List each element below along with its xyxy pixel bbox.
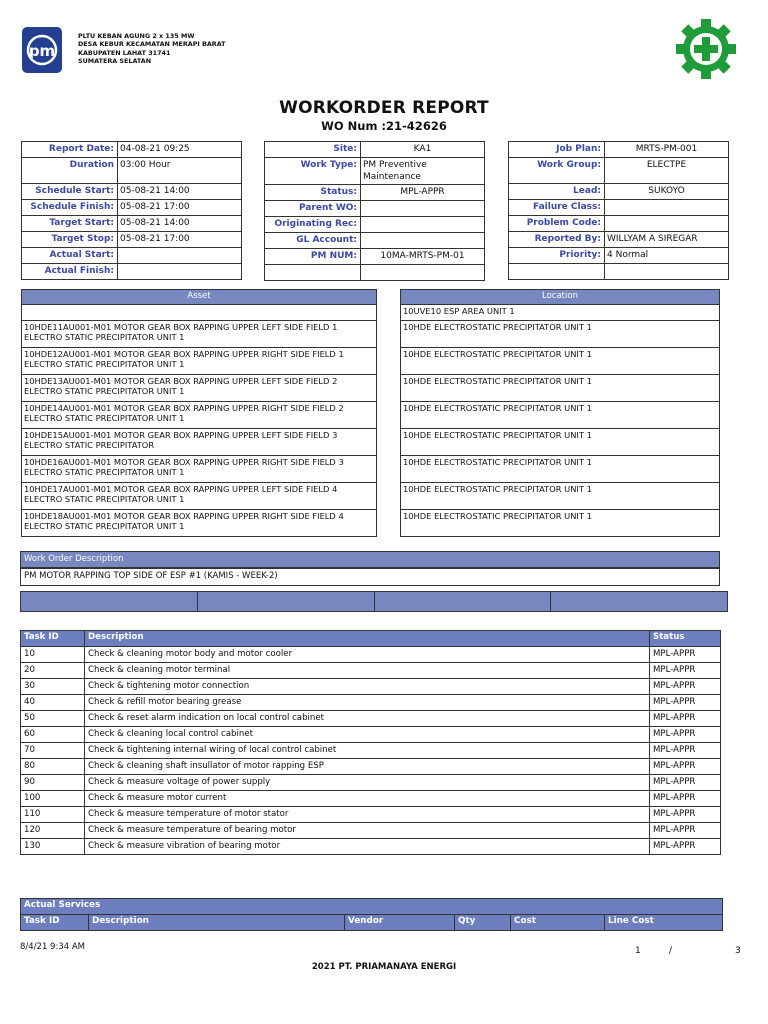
value-target-stop: 05-08-21 17:00	[118, 232, 242, 248]
value-work-type: PM Preventive Maintenance	[361, 158, 485, 185]
task-id: 10	[21, 647, 85, 663]
task-status: MPL-APPR	[650, 759, 721, 775]
table-row	[21, 679, 721, 695]
table-row	[21, 759, 721, 775]
task-desc: Check & cleaning shaft insullator of motor rapping ESP	[85, 759, 650, 775]
empty-cell	[361, 265, 485, 281]
label-pm-num: PM NUM:	[265, 249, 361, 265]
label-actual-start: Actual Start:	[22, 248, 118, 264]
task-id: 90	[21, 775, 85, 791]
table-row	[21, 663, 721, 679]
task-desc: Check & cleaning motor terminal	[85, 663, 650, 679]
asset-row: 10HDE12AU001-M01 MOTOR GEAR BOX RAPPING UPPER RIGHT SIDE FIELD 1 ELECTRO STATIC PRECIPITATOR UNIT 1	[22, 348, 377, 375]
asset-empty-row	[22, 305, 377, 321]
value-reported-by: WILLYAM A SIREGAR	[605, 232, 729, 248]
table-row	[21, 711, 721, 727]
asset-row: 10HDE16AU001-M01 MOTOR GEAR BOX RAPPING UPPER RIGHT SIDE FIELD 3 ELECTRO STATIC PRECIPITATOR UNIT 1	[22, 456, 377, 483]
location-row: 10HDE ELECTROSTATIC PRECIPITATOR UNIT 1	[401, 456, 720, 483]
col-description: Description	[85, 631, 650, 647]
wo-number: WO Num :21-42626	[321, 119, 447, 133]
info-table-right	[508, 141, 729, 280]
logo-text: pm	[28, 42, 56, 60]
printed-timestamp: 8/4/21 9:34 AM	[20, 942, 85, 952]
value-actual-finish	[118, 264, 242, 280]
task-status: MPL-APPR	[650, 695, 721, 711]
value-failure-class	[605, 200, 729, 216]
info-table-left	[21, 141, 242, 280]
task-status: MPL-APPR	[650, 663, 721, 679]
actual-services-title: Actual Services	[21, 899, 723, 915]
value-job-plan: MRTS-PM-001	[605, 142, 729, 158]
value-lead: SUKOYO	[605, 184, 729, 200]
task-id: 40	[21, 695, 85, 711]
task-id: 20	[21, 663, 85, 679]
label-target-start: Target Start:	[22, 216, 118, 232]
task-desc: Check & measure temperature of bearing motor	[85, 823, 650, 839]
label-work-type: Work Type:	[265, 158, 361, 185]
task-status: MPL-APPR	[650, 647, 721, 663]
value-target-start: 05-08-21 14:00	[118, 216, 242, 232]
task-desc: Check & refill motor bearing grease	[85, 695, 650, 711]
value-priority: 4 Normal	[605, 248, 729, 264]
page-total: 3	[735, 946, 741, 956]
address-line: KABUPATEN LAHAT 31741	[78, 48, 171, 57]
task-desc: Check & cleaning local control cabinet	[85, 727, 650, 743]
table-row	[21, 695, 721, 711]
value-site: KA1	[361, 142, 485, 158]
svc-col-line-cost: Line Cost	[605, 915, 723, 931]
task-id: 100	[21, 791, 85, 807]
task-table	[20, 630, 721, 855]
task-id: 120	[21, 823, 85, 839]
value-work-group: ELECTPE	[605, 158, 729, 184]
table-row	[21, 743, 721, 759]
task-desc: Check & reset alarm indication on local control cabinet	[85, 711, 650, 727]
label-site: Site:	[265, 142, 361, 158]
value-report-date: 04-08-21 09:25	[118, 142, 242, 158]
label-schedule-finish: Schedule Finish:	[22, 200, 118, 216]
svc-col-description: Description	[89, 915, 345, 931]
label-work-group: Work Group:	[509, 158, 605, 184]
wo-description-box	[20, 568, 720, 586]
table-row	[21, 839, 721, 855]
col-task-id: Task ID	[21, 631, 85, 647]
location-row: 10HDE ELECTROSTATIC PRECIPITATOR UNIT 1	[401, 348, 720, 375]
stripe-cell	[21, 592, 198, 612]
asset-row: 10HDE11AU001-M01 MOTOR GEAR BOX RAPPING UPPER LEFT SIDE FIELD 1 ELECTRO STATIC PRECIPITATOR UNIT 1	[22, 321, 377, 348]
value-schedule-finish: 05-08-21 17:00	[118, 200, 242, 216]
company-address	[78, 32, 226, 65]
value-parent-wo	[361, 201, 485, 217]
stripe-cell	[197, 592, 374, 612]
value-status: MPL-APPR	[361, 185, 485, 201]
asset-table	[21, 289, 377, 537]
task-id: 30	[21, 679, 85, 695]
svc-col-vendor: Vendor	[345, 915, 455, 931]
task-desc: Check & tightening internal wiring of local control cabinet	[85, 743, 650, 759]
location-row: 10HDE ELECTROSTATIC PRECIPITATOR UNIT 1	[401, 402, 720, 429]
label-gl-account: GL Account:	[265, 233, 361, 249]
asset-header: Asset	[22, 290, 377, 305]
location-table	[400, 289, 720, 537]
label-parent-wo: Parent WO:	[265, 201, 361, 217]
value-actual-start	[118, 248, 242, 264]
page-current: 1	[635, 946, 641, 956]
task-status: MPL-APPR	[650, 791, 721, 807]
table-row	[21, 647, 721, 663]
empty-cell	[605, 264, 729, 280]
value-gl-account	[361, 233, 485, 249]
task-status: MPL-APPR	[650, 839, 721, 855]
wo-description-text: PM MOTOR RAPPING TOP SIDE OF ESP #1 (KAMIS - WEEK-2)	[21, 569, 720, 586]
value-duration: 03:00 Hour	[118, 158, 242, 184]
info-table-middle	[264, 141, 485, 281]
table-row	[21, 823, 721, 839]
actual-services-table	[20, 898, 723, 931]
location-header: Location	[401, 290, 720, 305]
blank-stripe-row	[20, 591, 728, 612]
label-schedule-start: Schedule Start:	[22, 184, 118, 200]
task-status: MPL-APPR	[650, 807, 721, 823]
task-id: 80	[21, 759, 85, 775]
label-report-date: Report Date:	[22, 142, 118, 158]
task-id: 50	[21, 711, 85, 727]
table-row	[21, 807, 721, 823]
col-status: Status	[650, 631, 721, 647]
empty-cell	[509, 264, 605, 280]
label-target-stop: Target Stop:	[22, 232, 118, 248]
label-failure-class: Failure Class:	[509, 200, 605, 216]
task-desc: Check & measure vibration of bearing motor	[85, 839, 650, 855]
task-status: MPL-APPR	[650, 823, 721, 839]
task-desc: Check & measure voltage of power supply	[85, 775, 650, 791]
company-footer: 2021 PT. PRIAMANAYA ENERGI	[311, 962, 457, 972]
page-separator: /	[669, 946, 673, 956]
label-duration: Duration	[22, 158, 118, 184]
report-title: WORKORDER REPORT	[279, 98, 489, 118]
task-id: 130	[21, 839, 85, 855]
table-row	[21, 791, 721, 807]
label-problem-code: Problem Code:	[509, 216, 605, 232]
address-line: DESA KEBUR KECAMATAN MERAPI BARAT	[78, 40, 226, 49]
location-row: 10UVE10 ESP AREA UNIT 1	[401, 305, 720, 321]
empty-cell	[265, 265, 361, 281]
value-problem-code	[605, 216, 729, 232]
task-status: MPL-APPR	[650, 743, 721, 759]
label-lead: Lead:	[509, 184, 605, 200]
label-job-plan: Job Plan:	[509, 142, 605, 158]
company-logo	[22, 27, 62, 73]
stripe-cell	[374, 592, 551, 612]
location-row: 10HDE ELECTROSTATIC PRECIPITATOR UNIT 1	[401, 429, 720, 456]
label-reported-by: Reported By:	[509, 232, 605, 248]
address-line: PLTU KEBAN AGUNG 2 x 135 MW	[78, 32, 195, 40]
stripe-cell	[551, 592, 728, 612]
label-priority: Priority:	[509, 248, 605, 264]
wo-description-header: Work Order Description	[20, 551, 720, 568]
svc-col-cost: Cost	[511, 915, 605, 931]
asset-row: 10HDE15AU001-M01 MOTOR GEAR BOX RAPPING UPPER LEFT SIDE FIELD 3 ELECTRO STATIC PRECIPITATOR	[22, 429, 377, 456]
task-status: MPL-APPR	[650, 727, 721, 743]
task-desc: Check & tightening motor connection	[85, 679, 650, 695]
location-row: 10HDE ELECTROSTATIC PRECIPITATOR UNIT 1	[401, 375, 720, 402]
location-row: 10HDE ELECTROSTATIC PRECIPITATOR UNIT 1	[401, 321, 720, 348]
table-row	[21, 727, 721, 743]
value-originating-rec	[361, 217, 485, 233]
asset-row: 10HDE18AU001-M01 MOTOR GEAR BOX RAPPING UPPER RIGHT SIDE FIELD 4 ELECTRO STATIC PRECIPITATOR UNIT 1	[22, 510, 377, 537]
asset-row: 10HDE17AU001-M01 MOTOR GEAR BOX RAPPING UPPER LEFT SIDE FIELD 4 ELECTRO STATIC PRECIPITATOR UNIT 1	[22, 483, 377, 510]
value-schedule-start: 05-08-21 14:00	[118, 184, 242, 200]
label-originating-rec: Originating Rec:	[265, 217, 361, 233]
task-desc: Check & measure temperature of motor stator	[85, 807, 650, 823]
table-row	[21, 775, 721, 791]
location-row: 10HDE ELECTROSTATIC PRECIPITATOR UNIT 1	[401, 483, 720, 510]
svc-col-qty: Qty	[455, 915, 511, 931]
task-status: MPL-APPR	[650, 711, 721, 727]
task-id: 60	[21, 727, 85, 743]
task-status: MPL-APPR	[650, 775, 721, 791]
svc-col-task-id: Task ID	[21, 915, 89, 931]
value-pm-num: 10MA-MRTS-PM-01	[361, 249, 485, 265]
safety-gear-cross-icon	[672, 18, 740, 80]
asset-row: 10HDE14AU001-M01 MOTOR GEAR BOX RAPPING UPPER RIGHT SIDE FIELD 2 ELECTRO STATIC PRECIPITATOR UNIT 1	[22, 402, 377, 429]
task-id: 110	[21, 807, 85, 823]
task-desc: Check & cleaning motor body and motor cooler	[85, 647, 650, 663]
task-desc: Check & measure motor current	[85, 791, 650, 807]
task-id: 70	[21, 743, 85, 759]
label-status: Status:	[265, 185, 361, 201]
location-row: 10HDE ELECTROSTATIC PRECIPITATOR UNIT 1	[401, 510, 720, 537]
task-status: MPL-APPR	[650, 679, 721, 695]
label-actual-finish: Actual Finish:	[22, 264, 118, 280]
address-line: SUMATERA SELATAN	[78, 56, 152, 65]
asset-row: 10HDE13AU001-M01 MOTOR GEAR BOX RAPPING UPPER LEFT SIDE FIELD 2 ELECTRO STATIC PRECIPITATOR UNIT 1	[22, 375, 377, 402]
